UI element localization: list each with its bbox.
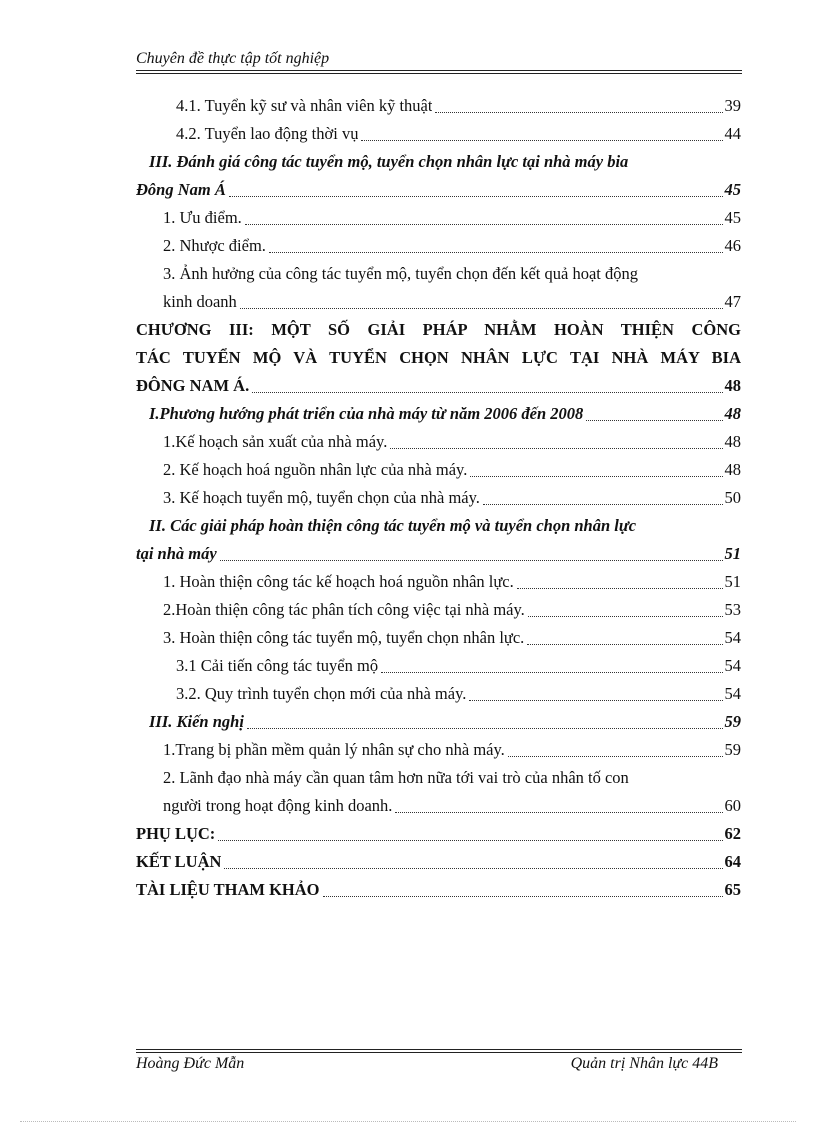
toc-entry[interactable]: 4.2. Tuyển lao động thời vụ 44 — [136, 120, 741, 148]
toc-entry-line: III. Đánh giá công tác tuyển mộ, tuyển chọn nhân lực tại nhà máy bia — [149, 152, 629, 171]
page-number: 65 — [724, 880, 741, 899]
toc-entry[interactable]: 1.Trang bị phần mềm quản lý nhân sự cho nhà máy. 59 — [136, 736, 741, 764]
page-number: 45 — [724, 208, 741, 227]
toc-entry-line: II. Các giải pháp hoàn thiện công tác tuyển mộ và tuyển chọn nhân lực — [149, 516, 637, 535]
toc-entry-line: 2. Lãnh đạo nhà máy cần quan tâm hơn nữa tới vai trò của nhân tố con — [163, 768, 629, 787]
page-number: 53 — [724, 600, 741, 619]
page-number: 45 — [724, 180, 741, 199]
dot-leader — [586, 420, 722, 421]
dot-leader — [527, 644, 722, 645]
page-number: 54 — [724, 656, 741, 675]
page-number: 48 — [724, 432, 741, 451]
page-number: 50 — [724, 488, 741, 507]
dot-leader — [470, 476, 722, 477]
dot-leader — [269, 252, 723, 253]
toc-entry[interactable]: 2. Lãnh đạo nhà máy cần quan tâm hơn nữa tới vai trò của nhân tố con người trong hoạt động kinh doanh. 60 — [136, 764, 741, 820]
dot-leader — [218, 840, 722, 841]
toc-entry-line: 3. Ảnh hưởng của công tác tuyển mộ, tuyển chọn đến kết quả hoạt động — [163, 264, 638, 283]
header-rule — [136, 70, 742, 71]
toc-entry[interactable]: 1. Hoàn thiện công tác kế hoạch hoá nguồn nhân lực. 51 — [136, 568, 741, 596]
toc-entry[interactable]: 3. Hoàn thiện công tác tuyển mộ, tuyển chọn nhân lực. 54 — [136, 624, 741, 652]
page-number: 51 — [724, 572, 741, 591]
dot-leader — [435, 112, 722, 113]
toc-entry[interactable]: 3.1 Cải tiến công tác tuyển mộ 54 — [136, 652, 741, 680]
dot-leader — [390, 448, 722, 449]
page-footer — [136, 1055, 742, 1073]
page-header-title: Chuyên đề thực tập tốt nghiệp — [136, 50, 330, 67]
dot-leader — [252, 392, 722, 393]
page-number: 54 — [724, 684, 741, 703]
toc-entry-chapter[interactable]: PHỤ LỤC: 62 — [136, 820, 741, 848]
toc-entry[interactable]: 3. Kế hoạch tuyển mộ, tuyển chọn của nhà máy. 50 — [136, 484, 741, 512]
footer-class: Quản trị Nhân lực 44B — [570, 1055, 718, 1072]
toc-entry[interactable]: 1. Ưu điểm. 45 — [136, 204, 741, 232]
chapter-line: TÁC TUYỂN MỘ VÀ TUYỂN CHỌN NHÂN LỰC TẠI NHÀ MÁY BIA — [136, 348, 741, 367]
page-number: 48 — [724, 460, 741, 479]
toc-entry-chapter[interactable]: TÀI LIỆU THAM KHẢO 65 — [136, 876, 741, 904]
page-number: 51 — [724, 544, 741, 563]
toc-entry-section[interactable]: II. Các giải pháp hoàn thiện công tác tuyển mộ và tuyển chọn nhân lực tại nhà máy 51 — [136, 512, 741, 568]
page-number: 48 — [724, 404, 741, 423]
dot-leader — [469, 700, 722, 701]
dot-leader — [483, 504, 723, 505]
table-of-contents — [136, 92, 741, 904]
page-number: 59 — [724, 740, 741, 759]
footer-rule — [136, 1049, 742, 1050]
page-number: 62 — [724, 824, 741, 843]
toc-entry[interactable]: 3. Ảnh hưởng của công tác tuyển mộ, tuyển chọn đến kết quả hoạt động kinh doanh 47 — [136, 260, 741, 316]
page-number: 60 — [724, 796, 741, 815]
dot-leader — [229, 196, 723, 197]
dot-leader — [381, 672, 722, 673]
page-number: 39 — [724, 96, 741, 115]
page-number: 54 — [724, 628, 741, 647]
toc-entry-section[interactable]: III. Kiến nghị 59 — [136, 708, 741, 736]
dot-leader — [245, 224, 723, 225]
footer-author: Hoàng Đức Mẫn — [136, 1055, 245, 1072]
dot-leader — [395, 812, 722, 813]
dot-leader — [220, 560, 723, 561]
dot-leader — [517, 588, 723, 589]
dot-leader — [528, 616, 723, 617]
page-number: 59 — [724, 712, 741, 731]
dot-leader — [224, 868, 722, 869]
dot-leader — [240, 308, 723, 309]
toc-entry[interactable]: 1.Kế hoạch sản xuất của nhà máy. 48 — [136, 428, 741, 456]
dot-leader — [247, 728, 723, 729]
toc-entry-section[interactable]: I.Phương hướng phát triển của nhà máy từ năm 2006 đến 2008 48 — [136, 400, 741, 428]
page-number: 64 — [724, 852, 741, 871]
toc-entry-section[interactable]: III. Đánh giá công tác tuyển mộ, tuyển chọn nhân lực tại nhà máy bia Đông Nam Á 45 — [136, 148, 741, 204]
chapter-line: CHƯƠNG III: MỘT SỐ GIẢI PHÁP NHẰM HOÀN THIỆN CÔNG — [136, 320, 741, 339]
page-edge-divider — [20, 1121, 796, 1122]
toc-entry-chapter[interactable]: KẾT LUẬN 64 — [136, 848, 741, 876]
toc-entry[interactable]: 2.Hoàn thiện công tác phân tích công việc tại nhà máy. 53 — [136, 596, 741, 624]
toc-entry[interactable]: 2. Nhược điểm. 46 — [136, 232, 741, 260]
footer-rule-double — [136, 1052, 742, 1053]
toc-entry[interactable]: 4.1. Tuyển kỹ sư và nhân viên kỹ thuật 39 — [136, 92, 741, 120]
dot-leader — [508, 756, 723, 757]
page-number: 44 — [724, 124, 741, 143]
page-number: 46 — [724, 236, 741, 255]
header-rule-double — [136, 73, 742, 74]
dot-leader — [323, 896, 723, 897]
toc-entry-chapter[interactable]: CHƯƠNG III: MỘT SỐ GIẢI PHÁP NHẰM HOÀN THIỆN CÔNG TÁC TUYỂN MỘ VÀ TUYỂN CHỌN NHÂN LỰC TẠI NHÀ MÁY BIA ĐÔNG NAM Á. 48 — [136, 316, 741, 400]
toc-entry[interactable]: 2. Kế hoạch hoá nguồn nhân lực của nhà máy. 48 — [136, 456, 741, 484]
page-number: 48 — [724, 376, 741, 395]
toc-entry[interactable]: 3.2. Quy trình tuyển chọn mới của nhà máy. 54 — [136, 680, 741, 708]
page-number: 47 — [724, 292, 741, 311]
dot-leader — [361, 140, 722, 141]
